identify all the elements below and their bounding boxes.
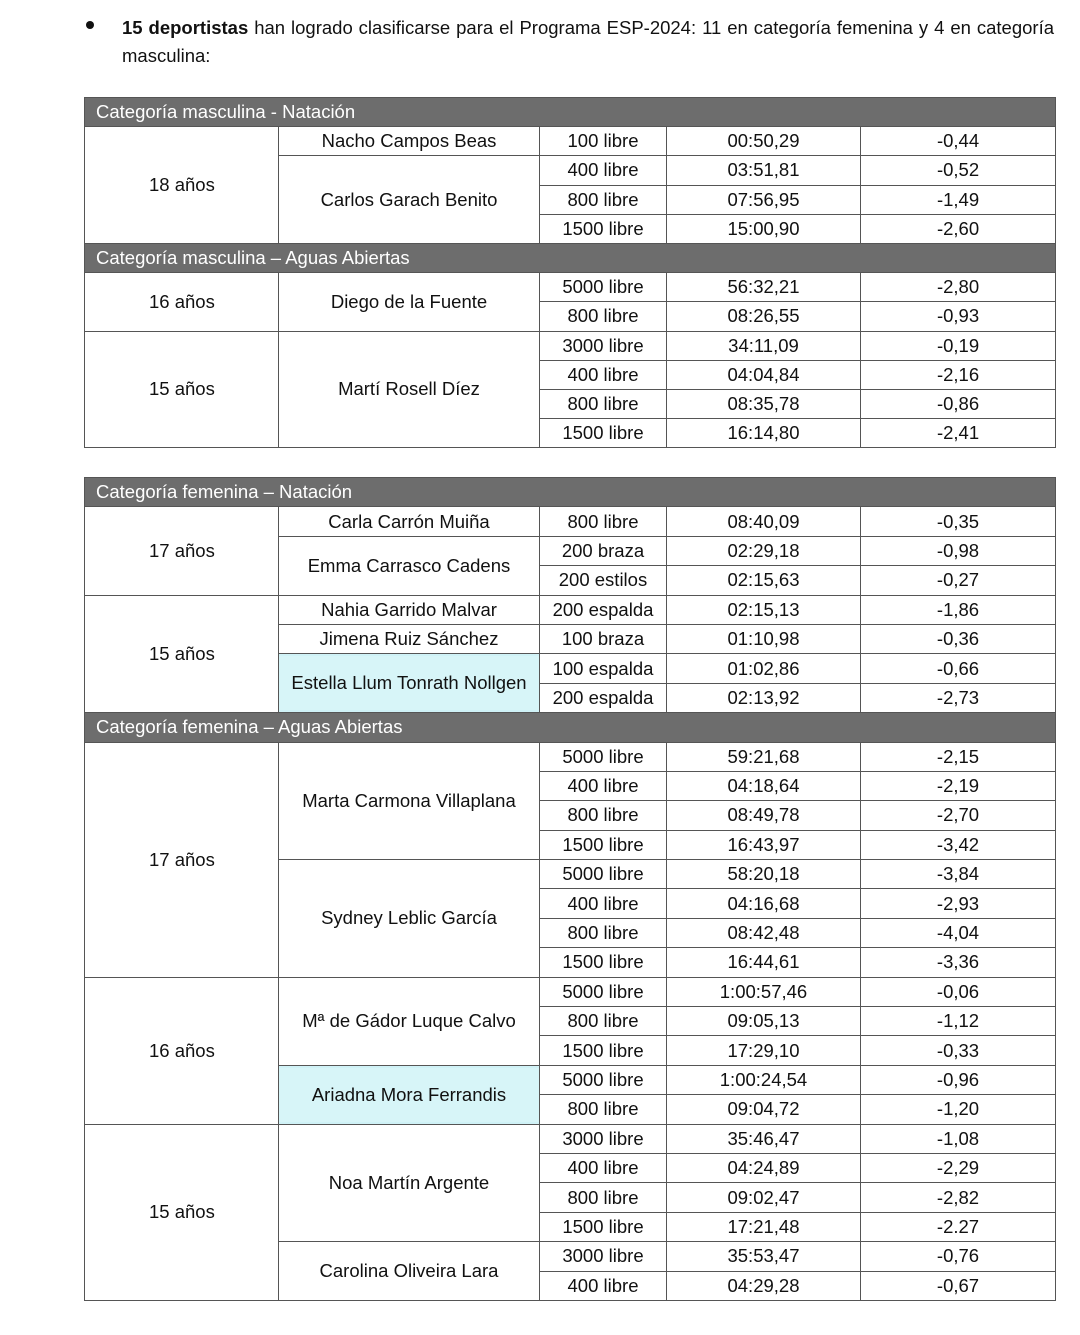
event-cell: 100 libre [540, 127, 667, 156]
section-row [85, 98, 1056, 127]
event-cell: 400 libre [540, 156, 667, 185]
time-cell: 04:29,28 [667, 1271, 861, 1300]
age-cell: 16 años [85, 273, 279, 331]
diff-cell: -2,70 [861, 801, 1056, 830]
event-cell: 5000 libre [540, 860, 667, 889]
diff-cell: -0,44 [861, 127, 1056, 156]
event-cell: 1500 libre [540, 1212, 667, 1241]
event-cell: 3000 libre [540, 1242, 667, 1271]
bullet-point [86, 21, 94, 29]
diff-cell: -0,52 [861, 156, 1056, 185]
event-cell: 5000 libre [540, 273, 667, 302]
event-cell: 400 libre [540, 1271, 667, 1300]
diff-cell: -2,16 [861, 360, 1056, 389]
time-cell: 02:15,63 [667, 566, 861, 595]
section-row [85, 713, 1056, 742]
athlete-name: Jimena Ruiz Sánchez [279, 624, 540, 653]
diff-cell: -2,82 [861, 1183, 1056, 1212]
event-cell: 400 libre [540, 360, 667, 389]
age-cell: 15 años [85, 331, 279, 448]
diff-cell: -0,86 [861, 389, 1056, 418]
time-cell: 17:29,10 [667, 1036, 861, 1065]
athlete-name: Carolina Oliveira Lara [279, 1242, 540, 1301]
table-row [85, 742, 1056, 771]
diff-cell: -0,27 [861, 566, 1056, 595]
section-header: Categoría masculina – Aguas Abiertas [85, 243, 1056, 272]
event-cell: 800 libre [540, 302, 667, 331]
time-cell: 17:21,48 [667, 1212, 861, 1241]
event-cell: 400 libre [540, 889, 667, 918]
event-cell: 1500 libre [540, 419, 667, 448]
table-row [85, 507, 1056, 536]
event-cell: 5000 libre [540, 1065, 667, 1094]
diff-cell: -2,29 [861, 1153, 1056, 1182]
table-row [85, 977, 1056, 1006]
diff-cell: -2,41 [861, 419, 1056, 448]
event-cell: 5000 libre [540, 977, 667, 1006]
event-cell: 800 libre [540, 389, 667, 418]
event-cell: 1500 libre [540, 214, 667, 243]
results-table-masculina [84, 97, 1056, 448]
section-header: Categoría masculina - Natación [85, 98, 1056, 127]
time-cell: 01:02,86 [667, 654, 861, 683]
time-cell: 08:26,55 [667, 302, 861, 331]
age-cell: 16 años [85, 977, 279, 1124]
time-cell: 04:24,89 [667, 1153, 861, 1182]
athlete-name: Marta Carmona Villaplana [279, 742, 540, 860]
diff-cell: -2,73 [861, 683, 1056, 712]
event-cell: 800 libre [540, 918, 667, 947]
time-cell: 08:49,78 [667, 801, 861, 830]
athlete-name-text: Ariadna Mora Ferrandis [311, 1083, 507, 1105]
diff-cell: -4,04 [861, 918, 1056, 947]
time-cell: 1:00:24,54 [667, 1065, 861, 1094]
event-cell: 1500 libre [540, 948, 667, 977]
intro-paragraph [122, 14, 1054, 70]
diff-cell: -2,80 [861, 273, 1056, 302]
table-row [85, 1124, 1056, 1153]
athlete-name [279, 1065, 540, 1124]
diff-cell: -3,36 [861, 948, 1056, 977]
event-cell: 3000 libre [540, 331, 667, 360]
table-row [85, 273, 1056, 302]
table-row [85, 331, 1056, 360]
event-cell: 800 libre [540, 507, 667, 536]
diff-cell: -0,93 [861, 302, 1056, 331]
event-cell: 5000 libre [540, 742, 667, 771]
event-cell: 400 libre [540, 1153, 667, 1182]
diff-cell: -1,12 [861, 1007, 1056, 1036]
table-row [85, 127, 1056, 156]
age-cell: 15 años [85, 595, 279, 713]
time-cell: 00:50,29 [667, 127, 861, 156]
results-table-femenina [84, 477, 1056, 1301]
diff-cell: -0,19 [861, 331, 1056, 360]
section-row [85, 243, 1056, 272]
time-cell: 02:15,13 [667, 595, 861, 624]
event-cell: 200 espalda [540, 683, 667, 712]
event-cell: 800 libre [540, 185, 667, 214]
athlete-name [279, 654, 540, 713]
section-header: Categoría femenina – Aguas Abiertas [85, 713, 1056, 742]
diff-cell: -2,19 [861, 771, 1056, 800]
diff-cell: -1,20 [861, 1095, 1056, 1124]
diff-cell: -3,42 [861, 830, 1056, 859]
time-cell: 15:00,90 [667, 214, 861, 243]
diff-cell: -3,84 [861, 860, 1056, 889]
diff-cell: -0,67 [861, 1271, 1056, 1300]
athlete-name: Nacho Campos Beas [279, 127, 540, 156]
athlete-name: Sydney Leblic García [279, 860, 540, 978]
time-cell: 08:35,78 [667, 389, 861, 418]
diff-cell: -0,06 [861, 977, 1056, 1006]
event-cell: 3000 libre [540, 1124, 667, 1153]
time-cell: 09:02,47 [667, 1183, 861, 1212]
time-cell: 07:56,95 [667, 185, 861, 214]
athlete-name: Martí Rosell Díez [279, 331, 540, 448]
diff-cell: -2,15 [861, 742, 1056, 771]
time-cell: 09:05,13 [667, 1007, 861, 1036]
time-cell: 58:20,18 [667, 860, 861, 889]
diff-cell: -2,60 [861, 214, 1056, 243]
time-cell: 59:21,68 [667, 742, 861, 771]
diff-cell: -0,76 [861, 1242, 1056, 1271]
time-cell: 35:46,47 [667, 1124, 861, 1153]
time-cell: 02:13,92 [667, 683, 861, 712]
age-cell: 17 años [85, 507, 279, 595]
athlete-name: Noa Martín Argente [279, 1124, 540, 1242]
section-header: Categoría femenina – Natación [85, 478, 1056, 507]
time-cell: 02:29,18 [667, 536, 861, 565]
diff-cell: -0,66 [861, 654, 1056, 683]
age-cell: 18 años [85, 127, 279, 244]
diff-cell: -0,98 [861, 536, 1056, 565]
event-cell: 200 estilos [540, 566, 667, 595]
event-cell: 200 braza [540, 536, 667, 565]
time-cell: 34:11,09 [667, 331, 861, 360]
diff-cell: -0,36 [861, 624, 1056, 653]
intro-text: han logrado clasificarse para el Programa ESP-2024: 11 en categoría femenina y 4 en categoría masculina: [122, 17, 1054, 66]
time-cell: 04:18,64 [667, 771, 861, 800]
time-cell: 08:40,09 [667, 507, 861, 536]
time-cell: 16:14,80 [667, 419, 861, 448]
diff-cell: -2.27 [861, 1212, 1056, 1241]
event-cell: 1500 libre [540, 830, 667, 859]
time-cell: 16:43,97 [667, 830, 861, 859]
diff-cell: -0,33 [861, 1036, 1056, 1065]
event-cell: 400 libre [540, 771, 667, 800]
diff-cell: -0,35 [861, 507, 1056, 536]
athlete-name: Mª de Gádor Luque Calvo [279, 977, 540, 1065]
time-cell: 09:04,72 [667, 1095, 861, 1124]
event-cell: 100 braza [540, 624, 667, 653]
diff-cell: -0,96 [861, 1065, 1056, 1094]
diff-cell: -1,49 [861, 185, 1056, 214]
event-cell: 200 espalda [540, 595, 667, 624]
time-cell: 16:44,61 [667, 948, 861, 977]
age-cell: 15 años [85, 1124, 279, 1300]
intro-bold: 15 deportistas [122, 17, 249, 38]
event-cell: 800 libre [540, 801, 667, 830]
event-cell: 800 libre [540, 1183, 667, 1212]
event-cell: 800 libre [540, 1007, 667, 1036]
time-cell: 01:10,98 [667, 624, 861, 653]
athlete-name: Carla Carrón Muiña [279, 507, 540, 536]
athlete-name-text: Estella Llum Tonrath Nollgen [291, 672, 527, 694]
diff-cell: -1,08 [861, 1124, 1056, 1153]
diff-cell: -1,86 [861, 595, 1056, 624]
event-cell: 800 libre [540, 1095, 667, 1124]
time-cell: 35:53,47 [667, 1242, 861, 1271]
time-cell: 08:42,48 [667, 918, 861, 947]
athlete-name: Diego de la Fuente [279, 273, 540, 331]
event-cell: 1500 libre [540, 1036, 667, 1065]
section-row [85, 478, 1056, 507]
diff-cell: -2,93 [861, 889, 1056, 918]
athlete-name: Nahia Garrido Malvar [279, 595, 540, 624]
time-cell: 03:51,81 [667, 156, 861, 185]
table-row [85, 595, 1056, 624]
time-cell: 04:16,68 [667, 889, 861, 918]
time-cell: 56:32,21 [667, 273, 861, 302]
athlete-name: Emma Carrasco Cadens [279, 536, 540, 595]
time-cell: 04:04,84 [667, 360, 861, 389]
athlete-name: Carlos Garach Benito [279, 156, 540, 244]
age-cell: 17 años [85, 742, 279, 977]
time-cell: 1:00:57,46 [667, 977, 861, 1006]
event-cell: 100 espalda [540, 654, 667, 683]
